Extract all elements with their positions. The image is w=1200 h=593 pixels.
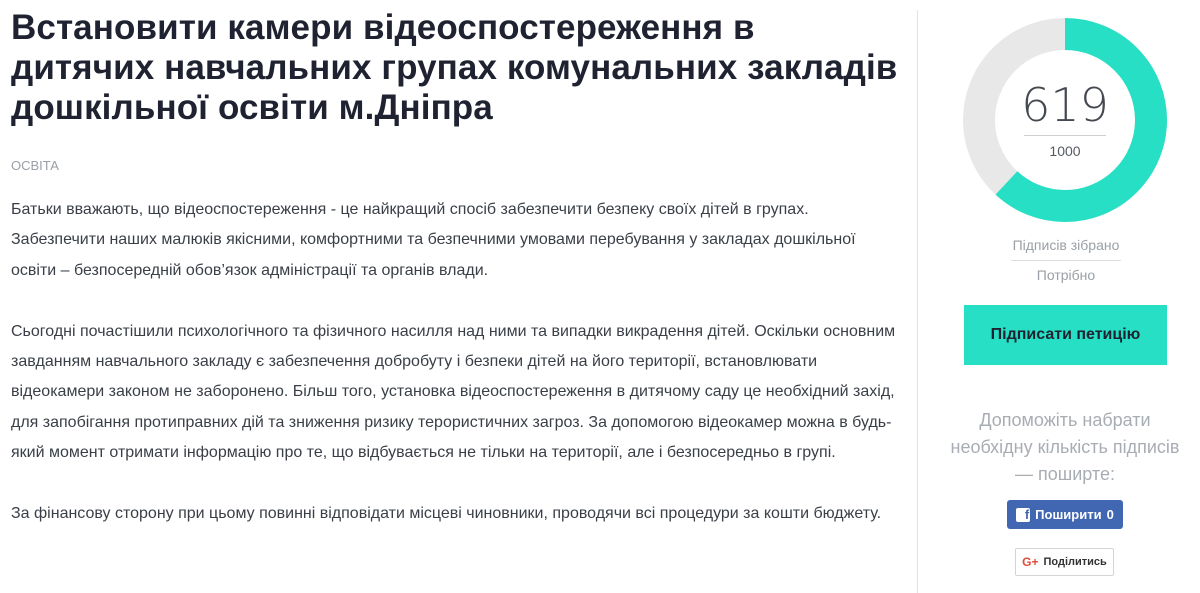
signatures-collected-label: Підписів зібрано <box>1012 237 1120 253</box>
count-separator <box>1024 135 1106 136</box>
google-plus-icon: G+ <box>1022 555 1039 569</box>
sign-petition-button[interactable]: Підписати петицію <box>964 305 1167 365</box>
labels-separator <box>1011 260 1121 261</box>
petition-paragraph: Батьки вважають, що відеоспостереження - це найкращий спосіб забезпечити безпеку своїх дітей в групах. Забезпечити наших малюків якісними, комфортними та безпечними умовами перебування у закладах дошкільної освіти – безпосередній обов’язок адміністрації та органів влади. <box>11 201 856 279</box>
progress-center <box>963 18 1167 222</box>
google-plus-share-label: Поділитись <box>1043 556 1107 568</box>
petition-main <box>11 8 901 561</box>
petition-paragraph: За фінансову сторону при цьому повинні відповідати місцеві чиновники, проводячи всі процедури за кошти бюджету. <box>11 505 882 523</box>
signature-goal: 1000 <box>1049 143 1081 159</box>
facebook-share-label: Поширити <box>1035 507 1102 522</box>
petition-title: Встановити камери відеоспостереження в дитячих навчальних групах комунальних закладів дошкільної освіти м.Дніпра <box>11 8 898 127</box>
facebook-share-count: 0 <box>1106 507 1114 522</box>
signatures-needed-label: Потрібно <box>1036 267 1096 283</box>
google-plus-share-button[interactable] <box>1015 548 1114 576</box>
signature-progress-ring <box>963 18 1167 222</box>
category-link[interactable]: ОСВІТА <box>11 158 59 173</box>
petition-paragraph: Сьогодні почастішили психологічного та фізичного насилля над ними та випадки викрадення дітей. Оскільки основним завданням навчального закладу є забезпечення добробуту і безпеки дітей на його території, встановлювати відеокамери законом не заборонено. Більш того, установка відеоспостереження в дитячому саду це необхідний захід, для запобігання протиправних дій та зниження ризику терористичних загроз. За допомогою відеокамер можна в будь-який момент отримати інформацію про те, що відбувається не тільки на території, але і безпосередньо в групі. <box>11 322 896 462</box>
column-divider <box>917 10 918 593</box>
petition-sidebar <box>940 0 1190 593</box>
petition-body <box>11 195 901 530</box>
facebook-icon: f <box>1016 508 1030 522</box>
signature-count: 619 <box>1021 78 1109 132</box>
facebook-share-button[interactable] <box>1007 500 1123 529</box>
share-prompt: Допоможіть набрати необхідну кількість підписів — поширте: <box>950 410 1180 484</box>
